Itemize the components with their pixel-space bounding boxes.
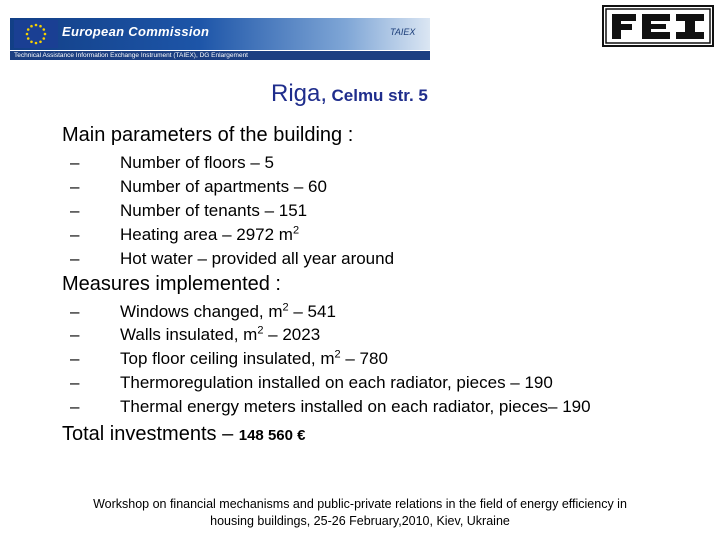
bullet-dash: – <box>70 177 80 196</box>
footer-line-2: housing buildings, 25-26 February,2010, Kiev, Ukraine <box>210 514 510 528</box>
superscript: 2 <box>292 224 300 237</box>
ec-banner-bar <box>10 18 430 50</box>
superscript: 2 <box>257 324 264 337</box>
total-value: 148 560 € <box>238 427 306 444</box>
bullet-dash: – <box>70 349 80 368</box>
list-item-text-post: – 780 <box>340 349 388 368</box>
list-item-text-pre: Top floor ceiling insulated, m <box>120 349 335 368</box>
title-address: Celmu str. 5 <box>331 86 428 105</box>
list-item-text-post: – 2023 <box>263 325 321 344</box>
total-investments <box>62 423 305 446</box>
bullet-dash: – <box>70 225 80 244</box>
bullet-dash: – <box>70 201 80 220</box>
list-item-text <box>120 349 388 369</box>
taiex-label: TAIEX <box>390 27 416 37</box>
measures-heading: Measures implemented : <box>62 273 281 295</box>
superscript: 2 <box>282 301 289 314</box>
list-item-text-post: – 541 <box>288 302 336 321</box>
banner-subtitle-bar <box>10 51 430 60</box>
list-item-text-pre: Windows changed, m <box>120 302 283 321</box>
banner-title: European Commission <box>62 24 210 39</box>
bullet-dash: – <box>70 325 80 344</box>
list-item-text <box>120 325 320 345</box>
list-item-text-main: Heating area – 2972 m <box>120 225 293 244</box>
list-item-text: Thermal energy meters installed on each radiator, pieces– 190 <box>120 397 591 416</box>
list-item-text: Thermoregulation installed on each radiator, pieces – 190 <box>120 373 553 392</box>
main-parameters-heading: Main parameters of the building : <box>62 124 354 146</box>
list-item-text-pre: Walls insulated, m <box>120 325 258 344</box>
title-city: Riga, <box>271 80 328 107</box>
bullet-dash: – <box>70 302 80 321</box>
list-item-text <box>120 302 336 322</box>
list-item-text: Number of tenants – 151 <box>120 201 308 220</box>
bullet-dash: – <box>70 153 80 172</box>
total-label: Total investments – <box>62 423 239 445</box>
fei-logo <box>602 5 714 47</box>
bullet-dash: – <box>70 249 80 268</box>
footer <box>40 496 680 530</box>
list-item-text <box>120 225 299 245</box>
banner-subtitle: Technical Assistance Information Exchange Instrument (TAIEX), DG Enlargement <box>14 52 248 59</box>
eu-flag-icon <box>14 20 58 48</box>
bullet-dash: – <box>70 397 80 416</box>
bullet-dash: – <box>70 373 80 392</box>
ec-banner <box>10 18 430 60</box>
list-item-text: Number of apartments – 60 <box>120 177 327 196</box>
footer-line-1: Workshop on financial mechanisms and public-private relations in the field of energy efficiency in <box>93 497 627 511</box>
superscript: 2 <box>334 348 341 361</box>
list-item-text: Number of floors – 5 <box>120 153 275 172</box>
list-item-text: Hot water – provided all year around <box>120 249 395 268</box>
page-title <box>271 80 428 108</box>
